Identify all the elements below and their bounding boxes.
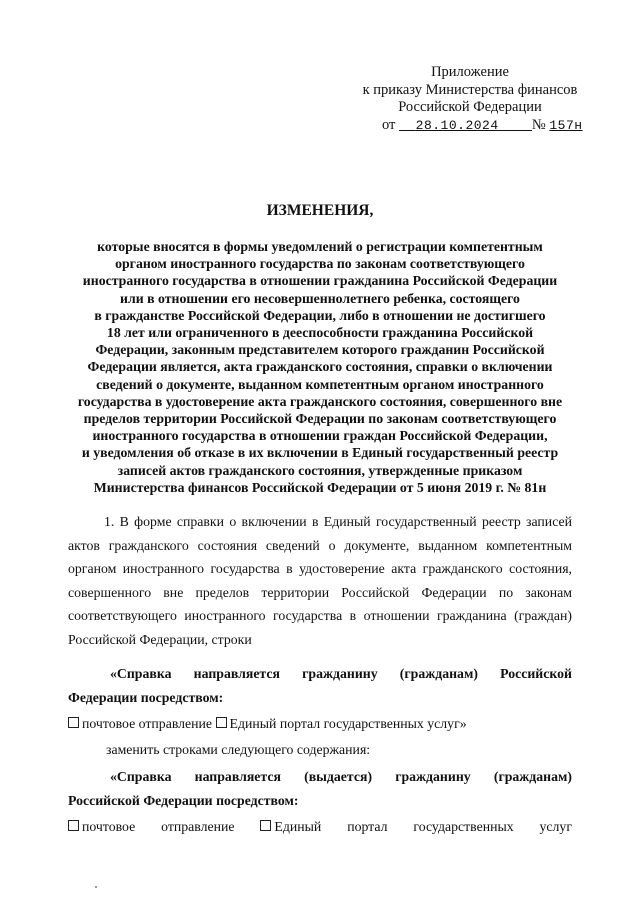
subtitle-line: иностранного государства в отношении граждан Российской Федерации, <box>92 428 548 444</box>
subtitle-line: иностранного государства в отношении гражданина Российской Федерации <box>82 273 558 289</box>
order-date-value: 28.10.2024 <box>415 117 499 133</box>
subtitle-line: органом иностранного государства по законам соответствующего <box>115 256 525 272</box>
scan-speck <box>95 886 97 888</box>
appendix-title: Приложение <box>431 64 509 80</box>
subtitle-line: и уведомления об отказе в их включении в Единый государственный реестр <box>81 445 559 461</box>
paragraph-line: совершенного вне пределов территории Российской Федерации по законам <box>68 584 572 600</box>
subtitle-line: 18 лет или ограниченного в дееспособности гражданина Российской <box>106 325 534 341</box>
subtitle-line: сведений о документе, выданном компетентным органом иностранного <box>96 376 544 392</box>
quote-line: Российской Федерации посредством: <box>68 792 299 808</box>
from-label: от <box>382 116 396 133</box>
order-date <box>399 118 532 133</box>
appendix-country: Российской Федерации <box>398 99 542 115</box>
quoted-new-lines <box>68 765 572 812</box>
paragraph-line: Российской Федерации, строки <box>68 631 252 647</box>
subtitle-line: государства в удостоверение акта гражданского состояния, совершенного вне <box>77 393 563 409</box>
paragraph-line: 1. В форме справки о включении в Единый государственный реестр записей <box>104 514 572 529</box>
old-delivery-options <box>68 712 572 736</box>
number-label: № <box>531 116 546 133</box>
subtitle-line: Министерства финансов Российской Федерации от 5 июня 2019 г. № 81н <box>93 479 547 495</box>
document-subtitle <box>62 238 578 496</box>
appendix-order-ref: к приказу Министерства финансов <box>362 81 578 98</box>
subtitle-line: или в отношении его несовершеннолетнего ребенка, состоящего <box>120 290 520 306</box>
paragraph-line: органом иностранного государства в удостоверение акта гражданского состояния, <box>68 561 572 577</box>
subtitle-line: Федерации является, акта гражданского состояния, справки о включении <box>87 359 553 375</box>
quoted-old-lines <box>68 662 572 709</box>
new-delivery-options <box>68 815 572 839</box>
option-mail-label: почтовое отправление <box>82 716 213 731</box>
quote-line: Федерации посредством: <box>68 689 224 705</box>
checkbox-icon <box>216 717 227 728</box>
paragraph-1 <box>68 510 572 652</box>
quote-line: «Справка направляется (выдается) гражданину (гражданам) <box>110 769 572 784</box>
options-line <box>68 815 572 839</box>
subtitle-line: Федерации, законным представителем которого гражданин Российской <box>95 342 545 358</box>
checkbox-icon <box>260 820 271 831</box>
paragraph-line: соответствующего иностранного государства в отношении гражданина (граждан) <box>68 608 572 624</box>
appendix-date-line <box>360 116 583 135</box>
subtitle-line: в гражданстве Российской Федерации, либо в отношении не достигшего <box>94 307 546 323</box>
document-title: ИЗМЕНЕНИЯ, <box>266 202 374 219</box>
quote-line: «Справка направляется гражданину (гражданам) Российской <box>110 666 572 681</box>
paragraph-line: актов гражданского состояния сведений о документе, выданном компетентным <box>68 537 572 553</box>
checkbox-icon <box>68 820 79 831</box>
option-portal-label: Единый портал государственных услуг» <box>229 716 467 731</box>
replace-instruction: заменить строками следующего содержания: <box>106 742 371 757</box>
subtitle-line: которые вносятся в формы уведомлений о регистрации компетентным <box>97 239 543 254</box>
order-number: 157н <box>549 117 583 133</box>
appendix-header <box>360 64 583 134</box>
option-portal-label: Единый портал государственных услуг <box>274 819 572 834</box>
subtitle-line: пределов территории Российской Федерации по законам соответствующего <box>83 411 557 427</box>
subtitle-line: записей актов гражданского состояния, утвержденные приказом <box>117 462 523 478</box>
checkbox-icon <box>68 717 79 728</box>
option-mail-label: почтовое отправление <box>82 819 235 834</box>
